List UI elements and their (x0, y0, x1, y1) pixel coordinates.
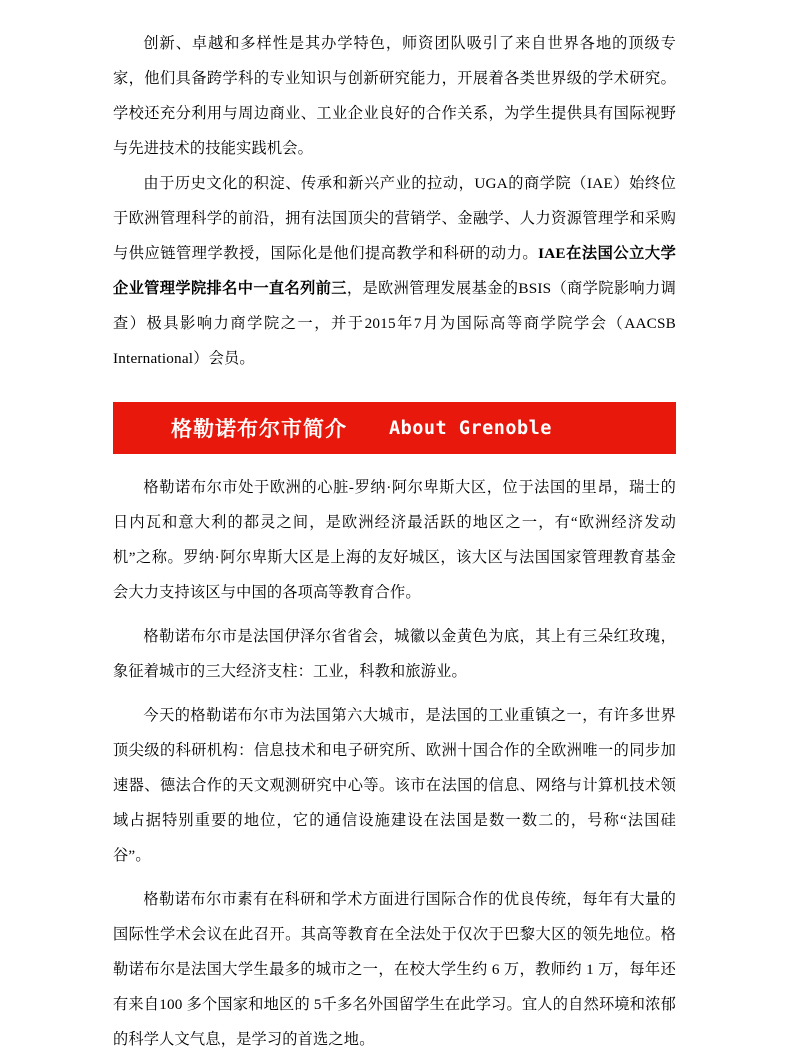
section-banner-about-grenoble (113, 402, 676, 454)
paragraph-text: 格勒诺布尔市处于欧洲的心脏-罗纳·阿尔卑斯大区，位于法国的里昂，瑞士的日内瓦和意大利的都灵之间，是欧洲经济最活跃的地区之一，有“欧洲经济发动机”之称。罗纳·阿尔卑斯大区是上海的友好城区，该大区与法国国家管理教育基金会大力支持该区与中国的各项高等教育合作。 (113, 479, 676, 601)
section-uga-iae (113, 26, 676, 376)
paragraph-text: 格勒诺布尔市是法国伊泽尔省省会，城徽以金黄色为底，其上有三朵红玫瑰，象征着城市的三大经济支柱：工业，科教和旅游业。 (113, 628, 676, 680)
paragraph-text-part-2: ，是欧洲管理发展基金的BSIS（商学院影响力调查）极具影响力商学院之一，并于2015年7月为国际高等商学院学会（AACSB International）会员。 (113, 280, 676, 367)
paragraph-grenoble-industry (113, 698, 676, 873)
section-grenoble-body (113, 470, 676, 1057)
paragraph-creativity (113, 26, 676, 166)
paragraph-text-emphasis: IAE在法国公立大学企业管理学院排名中一直名列前三 (113, 245, 676, 297)
paragraph-grenoble-location (113, 470, 676, 610)
paragraph-text-part-1: 由于历史文化的积淀、传承和新兴产业的拉动，UGA的商学院（IAE）始终位于欧洲管理科学的前沿，拥有法国顶尖的营销学、金融学、人力资源管理学和采购与供应链管理学教授，国际化是他们提高教学和科研的动力。 (113, 175, 676, 262)
banner-title-english: About Grenoble (389, 417, 552, 439)
paragraph-grenoble-emblem (113, 619, 676, 689)
paragraph-iae-ranking (113, 166, 676, 376)
paragraph-grenoble-education (113, 882, 676, 1057)
paragraph-text: 格勒诺布尔市素有在科研和学术方面进行国际合作的优良传统，每年有大量的国际性学术会议在此召开。其高等教育在全法处于仅次于巴黎大区的领先地位。格勒诺布尔是法国大学生最多的城市之一，在校大学生约 6 万，教师约 1 万，每年还有来自100 多个国家和地区的 5千多名外国留学生在此学习。宜人的自然环境和浓郁的科学人文气息，是学习的首选之地。 (113, 891, 676, 1048)
paragraph-text: 创新、卓越和多样性是其办学特色，师资团队吸引了来自世界各地的顶级专家，他们具备跨学科的专业知识与创新研究能力，开展着各类世界级的学术研究。学校还充分利用与周边商业、工业企业良好的合作关系，为学生提供具有国际视野与先进技术的技能实践机会。 (113, 35, 676, 157)
banner-title-chinese: 格勒诺布尔市简介 (171, 417, 347, 441)
paragraph-text: 今天的格勒诺布尔市为法国第六大城市，是法国的工业重镇之一，有许多世界顶尖级的科研机构：信息技术和电子研究所、欧洲十国合作的全欧洲唯一的同步加速器、德法合作的天文观测研究中心等。该市在法国的信息、网络与计算机技术领域占据特别重要的地位，它的通信设施建设在法国是数一数二的，号称“法国硅谷”。 (113, 707, 676, 864)
